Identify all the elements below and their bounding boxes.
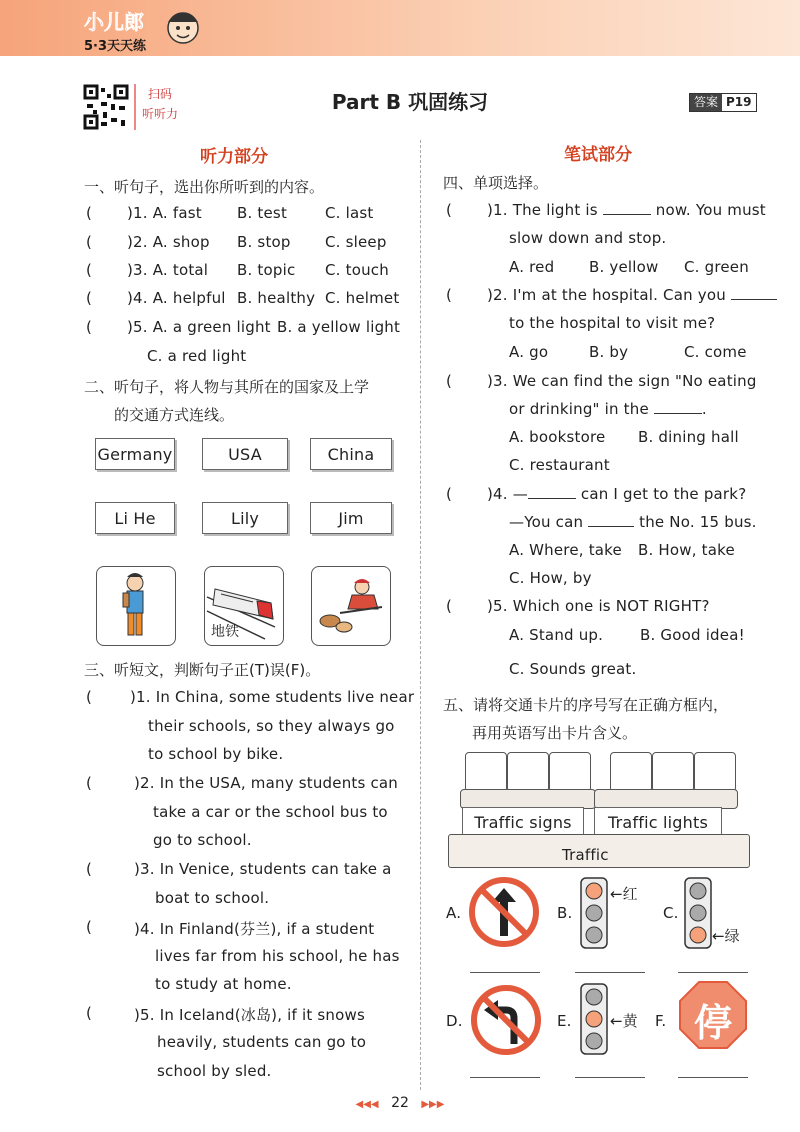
- page-footer: [330, 1095, 470, 1111]
- q3-item-3: )3. In Venice, students can take a: [134, 860, 392, 878]
- q3-item-2: )2. In the USA, many students can: [134, 774, 399, 792]
- q4-item-4: )4. — can I get to the park?: [487, 485, 747, 503]
- person-card-lily[interactable]: Lily: [202, 502, 288, 534]
- q3-item-5: )5. In Iceland(冰岛), if it snows: [134, 1006, 365, 1024]
- no-straight-sign-icon[interactable]: [468, 876, 540, 952]
- answer-paren[interactable]: (: [86, 261, 92, 279]
- q4-item-5-opt-a: A. Stand up.: [509, 626, 604, 644]
- answer-line[interactable]: [678, 1077, 748, 1078]
- answer-box[interactable]: [652, 752, 694, 792]
- q1-item-4-c: C. helmet: [325, 289, 400, 307]
- q4-item-3-l2: or drinking" in the .: [509, 400, 707, 418]
- traffic-label: Traffic: [562, 846, 609, 864]
- answer-box[interactable]: [465, 752, 507, 792]
- q4-title: 四、单项选择。: [443, 174, 549, 192]
- q3-item-4-l3: to study at home.: [155, 975, 292, 993]
- country-card-usa[interactable]: USA: [202, 438, 288, 470]
- traffic-light-green-icon[interactable]: [684, 877, 712, 953]
- q1-item-1: )1. A. fast: [127, 204, 202, 222]
- q4-item-5-opt-c: C. Sounds great.: [509, 660, 637, 678]
- q4-item-3-opt-c: C. restaurant: [509, 456, 610, 474]
- brand-logo: 小儿郎 5·3天天练: [84, 10, 147, 54]
- traffic-lights-label: Traffic lights: [594, 807, 722, 837]
- q5-title: 五、请将交通卡片的序号写在正确方框内，: [443, 696, 729, 714]
- person-card-li-he[interactable]: Li He: [95, 502, 175, 534]
- answer-box[interactable]: [610, 752, 652, 792]
- q4-item-1-opt-a: A. red: [509, 258, 555, 276]
- q4-item-4-l2: —You can the No. 15 bus.: [509, 513, 757, 531]
- red-note: ←红: [610, 885, 638, 903]
- walking-boy-picture[interactable]: [96, 566, 176, 646]
- q4-item-5-opt-b: B. Good idea!: [640, 626, 745, 644]
- q2-title-line2: 的交通方式连线。: [114, 406, 235, 424]
- q4-item-2-opt-b: B. by: [589, 343, 629, 361]
- card-label-a: A.: [446, 904, 462, 922]
- q4-item-5: )5. Which one is NOT RIGHT?: [487, 597, 710, 615]
- shelf-lights: [594, 789, 738, 809]
- answer-paren[interactable]: (: [446, 286, 452, 304]
- q4-item-1: )1. The light is now. You must: [487, 201, 766, 219]
- card-label-d: D.: [446, 1012, 463, 1030]
- answer-paren[interactable]: (: [446, 201, 452, 219]
- q3-title: 三、听短文，判断句子正(T)误(F)。: [84, 661, 321, 679]
- answer-paren[interactable]: (: [86, 918, 92, 936]
- next-page-arrows[interactable]: ▶▶▶: [421, 1099, 445, 1110]
- card-label-e: E.: [557, 1012, 572, 1030]
- q1-item-3: )3. A. total: [127, 261, 209, 279]
- answer-box[interactable]: [507, 752, 549, 792]
- answer-paren[interactable]: (: [86, 774, 92, 792]
- q1-item-4-b: B. healthy: [237, 289, 316, 307]
- subway-picture[interactable]: 地铁: [204, 566, 284, 646]
- q3-item-3-l2: boat to school.: [155, 889, 270, 907]
- card-label-f: F.: [655, 1012, 667, 1030]
- q1-item-5-c: C. a red light: [147, 347, 247, 365]
- q2-title: 二、听句子，将人物与其所在的国家及上学: [84, 378, 370, 396]
- blank[interactable]: [731, 299, 777, 300]
- answer-line[interactable]: [678, 972, 748, 973]
- traffic-light-red-icon[interactable]: [580, 877, 608, 953]
- q1-item-1-c: C. last: [325, 204, 374, 222]
- answer-tag[interactable]: 答案 P19: [689, 93, 757, 112]
- q1-item-3-c: C. touch: [325, 261, 389, 279]
- shelf-signs: [460, 789, 596, 809]
- q3-item-1-l2: their schools, so they always go: [148, 717, 395, 735]
- q3-item-2-l2: take a car or the school bus to: [153, 803, 388, 821]
- prev-page-arrows[interactable]: ◀◀◀: [355, 1099, 379, 1110]
- qr-code[interactable]: [83, 84, 129, 130]
- answer-box[interactable]: [694, 752, 736, 792]
- traffic-signs-label: Traffic signs: [462, 807, 584, 837]
- listening-section-title: 听力部分: [200, 147, 268, 167]
- q3-item-1: )1. In China, some students live near: [130, 688, 415, 706]
- stop-sign-icon[interactable]: 停: [678, 980, 748, 1050]
- q1-title: 一、听句子，选出你所听到的内容。: [84, 178, 325, 196]
- q3-item-5-l2: heavily, students can go to: [157, 1033, 367, 1051]
- answer-line[interactable]: [470, 972, 540, 973]
- scan-note: 扫码 听听力: [134, 84, 190, 130]
- q1-item-5-b: B. a yellow light: [277, 318, 401, 336]
- q4-item-3: )3. We can find the sign "No eating: [487, 372, 757, 390]
- q3-item-2-l3: go to school.: [153, 831, 252, 849]
- blank[interactable]: [588, 526, 634, 527]
- blank[interactable]: [603, 214, 651, 215]
- page-number: 22: [391, 1095, 409, 1111]
- answer-paren[interactable]: (: [86, 233, 92, 251]
- q4-item-4-opt-a: A. Where, take: [509, 541, 622, 559]
- mascot-icon: [162, 4, 204, 52]
- q1-item-2-b: B. stop: [237, 233, 291, 251]
- answer-box[interactable]: [549, 752, 591, 792]
- q4-item-2-opt-c: C. come: [684, 343, 747, 361]
- answer-line[interactable]: [575, 972, 645, 973]
- q5-title-line2: 再用英语写出卡片含义。: [472, 724, 638, 742]
- card-label-b: B.: [557, 904, 573, 922]
- q4-item-4-opt-c: C. How, by: [509, 569, 592, 587]
- q3-item-4: )4. In Finland(芬兰), if a student: [134, 920, 375, 938]
- q4-item-3-opt-b: B. dining hall: [638, 428, 739, 446]
- answer-paren[interactable]: (: [446, 485, 452, 503]
- answer-paren[interactable]: (: [86, 204, 92, 222]
- answer-paren[interactable]: (: [86, 289, 92, 307]
- country-card-china[interactable]: China: [310, 438, 392, 470]
- q1-item-2-c: C. sleep: [325, 233, 387, 251]
- q1-item-4: )4. A. helpful: [127, 289, 226, 307]
- q1-item-2: )2. A. shop: [127, 233, 210, 251]
- person-card-jim[interactable]: Jim: [310, 502, 392, 534]
- answer-paren[interactable]: (: [446, 372, 452, 390]
- q3-item-1-l3: to school by bike.: [148, 745, 284, 763]
- q4-item-2-l2: to the hospital to visit me?: [509, 314, 716, 332]
- q4-item-1-l2: slow down and stop.: [509, 229, 667, 247]
- written-section-title: 笔试部分: [564, 145, 632, 165]
- q4-item-2: )2. I'm at the hospital. Can you: [487, 286, 777, 304]
- blank[interactable]: [528, 498, 576, 499]
- q4-item-2-opt-a: A. go: [509, 343, 549, 361]
- card-label-c: C.: [663, 904, 679, 922]
- blank[interactable]: [654, 413, 702, 414]
- q1-item-3-b: B. topic: [237, 261, 296, 279]
- country-card-germany[interactable]: Germany: [95, 438, 175, 470]
- q4-item-3-opt-a: A. bookstore: [509, 428, 606, 446]
- answer-paren[interactable]: (: [446, 597, 452, 615]
- q4-item-1-opt-c: C. green: [684, 258, 749, 276]
- answer-line[interactable]: [575, 1077, 645, 1078]
- green-note: ←绿: [712, 927, 740, 945]
- traffic-light-yellow-icon[interactable]: [580, 983, 608, 1059]
- no-left-turn-sign-icon[interactable]: [470, 984, 542, 1060]
- answer-paren[interactable]: (: [86, 318, 92, 336]
- yellow-note: ←黄: [610, 1012, 638, 1030]
- page-title: Part B 巩固练习: [331, 90, 489, 114]
- q4-item-4-opt-b: B. How, take: [638, 541, 735, 559]
- answer-paren[interactable]: (: [86, 688, 92, 706]
- answer-paren[interactable]: (: [86, 860, 92, 878]
- column-divider: [420, 140, 421, 1090]
- q4-item-1-opt-b: B. yellow: [589, 258, 659, 276]
- q3-item-4-l2: lives far from his school, he has: [155, 947, 400, 965]
- q1-item-1-b: B. test: [237, 204, 288, 222]
- q3-item-5-l3: school by sled.: [157, 1062, 272, 1080]
- answer-paren[interactable]: (: [86, 1004, 92, 1022]
- dog-sled-picture[interactable]: [311, 566, 391, 646]
- answer-line[interactable]: [470, 1077, 540, 1078]
- q1-item-5: )5. A. a green light: [127, 318, 271, 336]
